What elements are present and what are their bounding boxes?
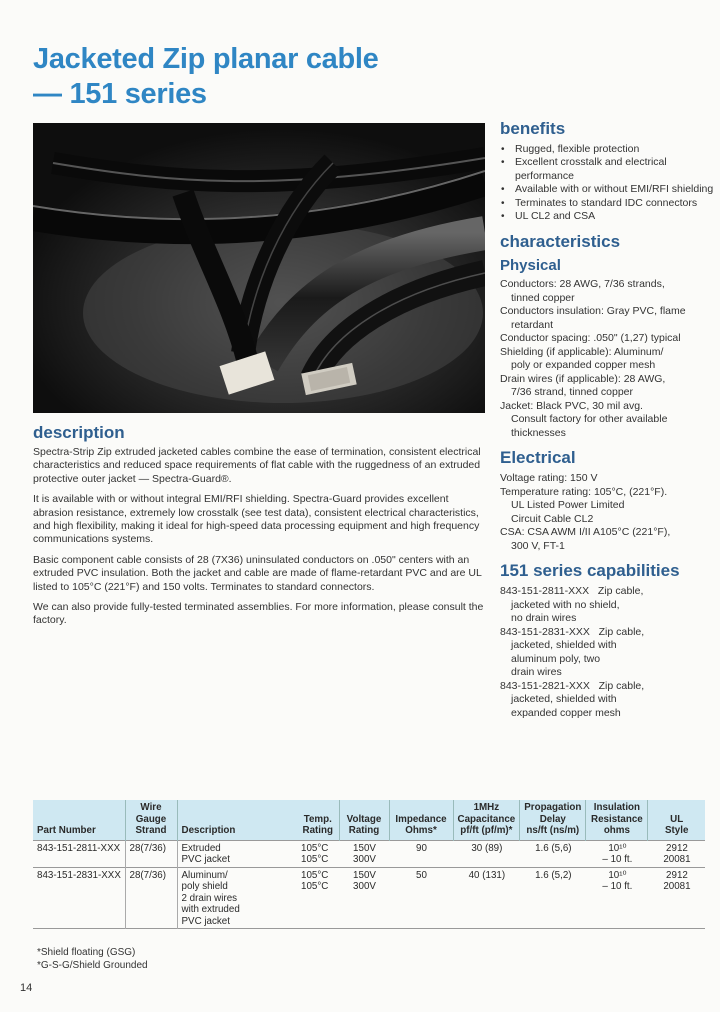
table-row [33,867,705,929]
electrical-heading: Electrical [500,448,576,468]
header-impedance: Impedance Ohms* [389,800,453,840]
list-item: • Available with or without EMI/RFI shielding [501,183,714,196]
spec-line: drain wires [511,666,562,679]
spec-line: tinned copper [511,291,575,304]
footnotes [37,946,148,972]
list-item: • Excellent crosstalk and electrical performance [501,156,667,182]
spec-line: jacketed with no shield, [511,598,620,611]
cell-voltage: 150V 300V [353,869,376,892]
benefits-heading: benefits [500,119,566,138]
spec-line: 7/36 strand, tinned copper [511,386,634,399]
cell-capacitance: 30 (89) [471,842,503,854]
description-section [33,422,488,635]
cell-capacitance: 40 (131) [468,869,506,881]
cell-propagation: 1.6 (5,6) [535,842,572,854]
table-header-row [33,800,705,840]
description-paragraph: Basic component cable consists of 28 (7X36) uninsulated conductors on .050" centers with an extruded PVC insulation. Both the jacket and cable are made of flame-retardant PVC and are UL listed to 105°C (221°F) and 150 volts. Terminates to standard connectors. [33,553,482,593]
cell-gauge: 28(7/36) [125,840,177,867]
cell-temp: 105°C 105°C [301,842,329,865]
spec-line: expanded copper mesh [511,706,621,719]
spec-line: 843-151-2811-XXX Zip cable, [500,585,644,598]
page-number: 14 [20,982,33,994]
page-title [33,42,493,112]
title-line-1: Jacketed Zip planar cable [33,43,379,75]
table-row [33,840,705,867]
bullet-icon: • [501,211,505,223]
spec-line: Jacket: Black PVC, 30 mil avg. [500,399,643,412]
cell-description: Extruded PVC jacket [177,840,297,867]
description-paragraph: It is available with or without integral EMI/RFI shielding. Spectra-Guard provides excellent abrasion resistance, extremely low crosstalk (see test data), consistent electrical characteristics, and high flexibility, making it ideal for high-speed data processing equipment and high frequency communications systems. [33,493,480,546]
description-heading: description [33,423,125,442]
cell-description: Aluminum/ poly shield 2 drain wires with extruded PVC jacket [177,867,297,929]
cell-ul-style: 2912 20081 [663,842,691,865]
header-propagation-delay: Propagation Delay ns/ft (ns/m) [520,800,586,840]
header-voltage-rating: Voltage Rating [339,800,389,840]
cell-voltage: 150V 300V [353,842,376,865]
electrical-specs [500,472,715,553]
benefits-list [500,143,715,223]
header-temp-rating: Temp. Rating [302,813,333,836]
header-capacitance: 1MHz Capacitance pf/ft (pf/m)* [453,800,520,840]
list-item: • Terminates to standard IDC connectors [501,196,698,209]
cell-part-number: 843-151-2831-XXX [37,869,121,881]
header-part-number: Part Number [37,825,96,836]
spec-line: CSA: CSA AWM I/II A105°C (221°F), [500,526,671,539]
spec-line: Shielding (if applicable): Aluminum/ [500,345,664,358]
spec-line: jacketed, shielded with [511,639,617,652]
cell-impedance: 90 [416,842,427,854]
spec-line: Drain wires (if applicable): 28 AWG, [500,372,666,385]
spec-line: 300 V, FT-1 [511,539,565,552]
cell-impedance: 50 [416,869,427,881]
spec-line: retardant [511,318,554,331]
characteristics-heading: characteristics [500,232,621,252]
spec-line: no drain wires [511,612,577,625]
spec-line: Conductors insulation: Gray PVC, flame [500,305,686,318]
description-paragraph: We can also provide fully-tested terminated assemblies. For more information, please consult the factory. [33,601,484,627]
spec-line: UL Listed Power Limited [511,499,625,512]
list-item: • Rugged, flexible protection [501,143,640,155]
spec-line: aluminum poly, two [511,652,601,665]
spec-table [33,800,705,929]
header-insulation-resistance: Insulation Resistance ohms [586,800,648,840]
bullet-icon: • [501,197,505,209]
cable-photo [33,123,485,413]
bullet-icon: • [501,144,505,155]
cell-insulation: 10¹⁰ – 10 ft. [602,869,633,892]
spec-line: jacketed, shielded with [511,693,617,706]
footnote: *Shield floating (GSG) [37,947,136,958]
header-wire-gauge: Wire Gauge Strand [125,800,177,840]
header-ul-style: UL Style [648,800,705,840]
spec-line: Voltage rating: 150 V [500,472,598,485]
bullet-icon: • [501,184,505,196]
cell-ul-style: 2912 20081 [663,869,691,892]
spec-line: 843-151-2821-XXX Zip cable, [500,679,645,692]
footnote: *G-S-G/Shield Grounded [37,960,148,971]
cell-insulation: 10¹⁰ – 10 ft. [602,842,633,865]
spec-line: Circuit Cable CL2 [511,512,594,525]
title-line-2: — 151 series [33,78,207,110]
cell-gauge: 28(7/36) [125,867,177,929]
header-description: Description [177,800,297,840]
cell-propagation: 1.6 (5,2) [535,869,572,881]
spec-line: 843-151-2831-XXX Zip cable, [500,625,645,638]
spec-line: thicknesses [511,426,566,439]
physical-heading: Physical [500,257,561,275]
right-column [500,118,715,727]
spec-line: Conductor spacing: .050" (1,27) typical [500,332,681,345]
spec-line: Conductors: 28 AWG, 7/36 strands, [500,278,665,291]
cell-temp: 105°C 105°C [301,869,329,892]
description-paragraph: Spectra-Strip Zip extruded jacketed cables combine the ease of termination, consistent electrical characteristics and reduced space requirements of flat cable with the ruggedness of an extruded protective outer jacket — Spectra-Guard®. [33,446,481,485]
physical-specs [500,278,715,440]
spec-line: poly or expanded copper mesh [511,359,656,372]
spec-line: Consult factory for other available [511,413,668,426]
list-item: • UL CL2 and CSA [501,210,596,223]
spec-line: Temperature rating: 105°C, (221°F). [500,485,668,498]
cable-illustration [33,123,485,413]
capabilities-list [500,585,715,720]
cell-part-number: 843-151-2811-XXX [37,842,121,854]
capabilities-heading: 151 series capabilities [500,561,680,581]
bullet-icon: • [501,157,505,169]
